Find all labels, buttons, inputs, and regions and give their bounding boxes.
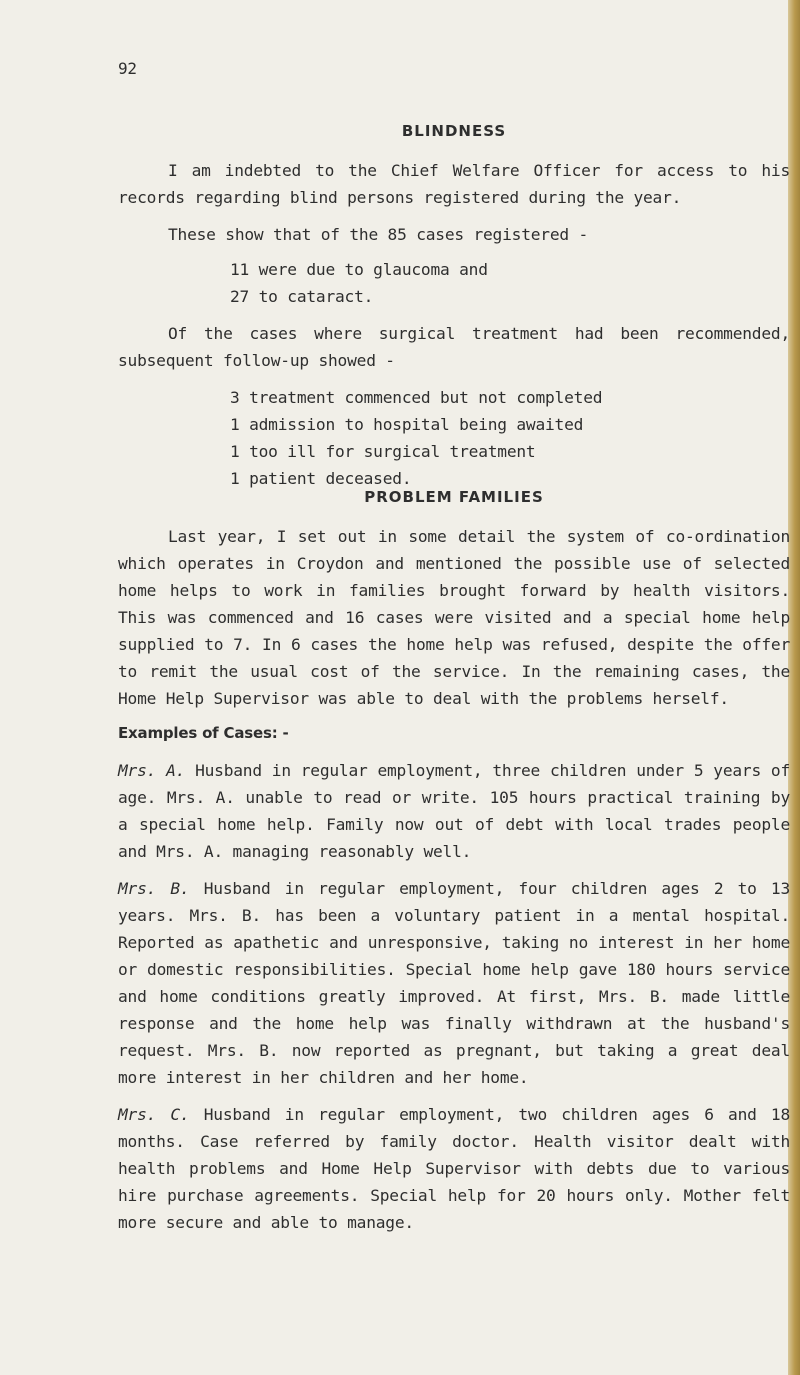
case-text: Husband in regular employment, three children under 5 years of age. Mrs. A. unable to read or write. 105 hours practical training by a special home help. Family now out of debt with local trades people and Mrs. A. managing reasonably well.	[118, 761, 790, 861]
case-b	[118, 875, 790, 1091]
list-item: 27 to cataract.	[230, 287, 374, 306]
case-text: Husband in regular employment, two children ages 6 and 18 months. Case referred by family doctor. Health visitor dealt with health problems and Home Help Supervisor with debts due to various hire purchase agreements. Special help for 20 hours only. Mother felt more secure and able to manage.	[118, 1105, 791, 1232]
blindness-intro: I am indebted to the Chief Welfare Officer for access to his records regarding blind persons registered during the year.	[118, 161, 790, 207]
problem-families-paragraph: Last year, I set out in some detail the system of co-ordination which operates in Croydon and mentioned the possible use of selected home helps to work in families brought forward by health visitors. This was commenced and 16 cases were visited and a special home help supplied to 7. In 6 cases the home help was refused, despite the offer to remit the usual cost of the service. In the remaining cases, the Home Help Supervisor was able to deal with the problems herself.	[118, 527, 790, 708]
blindness-stats-intro: These show that of the 85 cases registered -	[168, 225, 589, 244]
case-a	[118, 757, 790, 865]
problem-families-heading: PROBLEM FAMILIES	[364, 488, 544, 506]
blindness-heading: BLINDNESS	[401, 122, 507, 140]
list-item: 1 patient deceased.	[230, 469, 412, 488]
page-number: 92	[118, 59, 137, 78]
examples-heading: Examples of Cases: -	[118, 724, 289, 742]
list-item: 11 were due to glaucoma and	[230, 260, 488, 279]
case-label: Mrs. A.	[118, 761, 186, 780]
case-label: Mrs. B.	[118, 879, 190, 898]
case-c	[118, 1101, 790, 1236]
list-item: 1 too ill for surgical treatment	[230, 442, 536, 461]
case-label: Mrs. C.	[118, 1105, 190, 1124]
list-item: 1 admission to hospital being awaited	[230, 415, 584, 434]
blindness-followup-list	[118, 384, 790, 492]
blindness-section	[118, 118, 790, 492]
problem-families-section	[118, 484, 790, 1236]
list-item: 3 treatment commenced but not completed	[230, 388, 603, 407]
case-text: Husband in regular employment, four children ages 2 to 13 years. Mrs. B. has been a voluntary patient in a mental hospital. Reported as apathetic and unresponsive, taking no interest in her home or domestic responsibilities. Special home help gave 180 hours service and home conditions greatly improved. At first, Mrs. B. made little response and the home help was finally withdrawn at the husband's request. Mrs. B. now reported as pregnant, but taking a great deal more interest in her children and her home.	[118, 879, 791, 1087]
blindness-stats-list	[118, 256, 790, 310]
blindness-followup-intro: Of the cases where surgical treatment had been recommended, subsequent follow-up showed -	[118, 324, 790, 370]
